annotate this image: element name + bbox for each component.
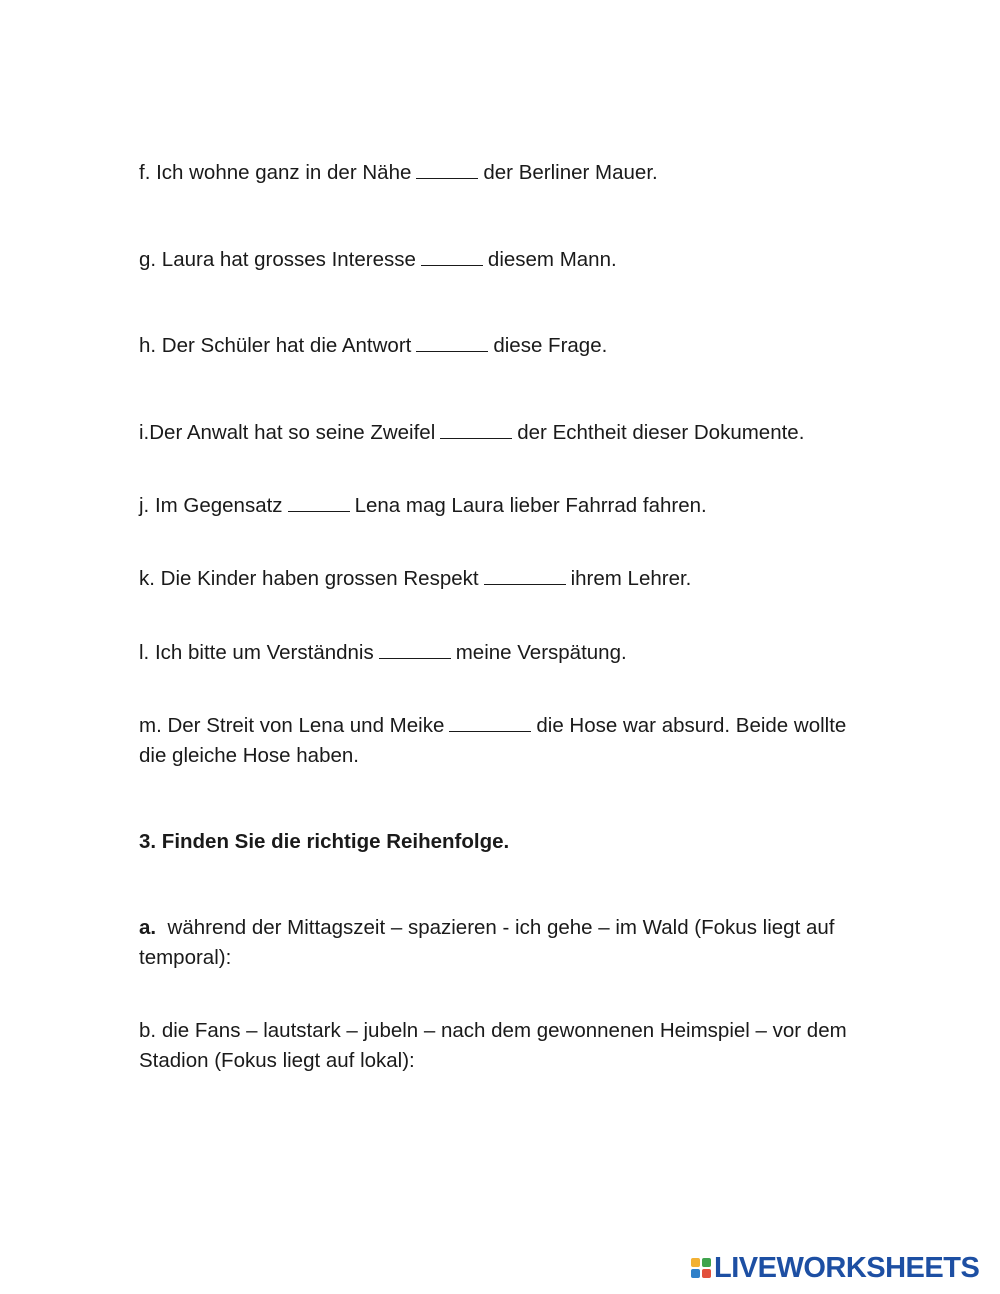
item-text-before: k. Die Kinder haben grossen Respekt — [139, 567, 479, 590]
item-text-before: h. Der Schüler hat die Antwort — [139, 334, 412, 357]
item-text-after: diesem Mann. — [487, 248, 617, 271]
exercise-item-i — [139, 418, 804, 448]
blank-j[interactable] — [288, 493, 350, 512]
item-text: die Fans – lautstark – jubeln – nach dem gewonnenen Heimspiel – vor dem Stadion (Fokus liegt auf lokal): — [139, 1019, 847, 1072]
order-item-b — [139, 1016, 859, 1076]
exercise-item-m — [139, 711, 859, 771]
brand-name: LIVEWORKSHEETS — [714, 1252, 980, 1284]
blank-m[interactable] — [449, 713, 531, 732]
item-label: b. — [139, 1019, 157, 1042]
item-text-before: i.Der Anwalt hat so seine Zweifel — [139, 421, 436, 444]
logo-square-4 — [702, 1269, 711, 1278]
item-text-after: meine Verspätung. — [455, 641, 627, 664]
blank-k[interactable] — [484, 566, 566, 585]
item-text-before: l. Ich bitte um Verständnis — [139, 641, 374, 664]
blank-l[interactable] — [379, 640, 451, 659]
order-item-a — [139, 913, 859, 973]
exercise-item-k — [139, 564, 691, 594]
item-text-after: diese Frage. — [493, 334, 608, 357]
item-text-before: j. Im Gegensatz — [139, 494, 283, 517]
logo-square-2 — [702, 1258, 711, 1267]
logo-square-1 — [691, 1258, 700, 1267]
blank-f[interactable] — [416, 160, 478, 179]
exercise-item-j — [139, 491, 707, 521]
exercise-item-g — [139, 245, 617, 275]
item-text-after: der Echtheit dieser Dokumente. — [517, 421, 805, 444]
blank-g[interactable] — [421, 247, 483, 266]
blank-i[interactable] — [440, 420, 512, 439]
item-text-before: f. Ich wohne ganz in der Nähe — [139, 161, 412, 184]
item-text-after: der Berliner Mauer. — [483, 161, 658, 184]
item-text-before: m. Der Streit von Lena und Meike — [139, 714, 445, 737]
exercise-item-l — [139, 638, 627, 668]
item-text: während der Mittagszeit – spazieren - ich gehe – im Wald (Fokus liegt auf temporal): — [139, 916, 835, 969]
item-text-before: g. Laura hat grosses Interesse — [139, 248, 416, 271]
item-text-after: Lena mag Laura lieber Fahrrad fahren. — [354, 494, 707, 517]
logo-square-3 — [691, 1269, 700, 1278]
blank-h[interactable] — [416, 333, 488, 352]
item-label: a. — [139, 916, 157, 939]
item-text-after: die Hose war absurd. Beide wollte die gleiche Hose haben. — [139, 714, 847, 767]
liveworksheets-logo — [691, 1252, 979, 1284]
exercise-item-h — [139, 331, 607, 361]
exercise-item-f — [139, 158, 658, 188]
section-heading: 3. Finden Sie die richtige Reihenfolge. — [139, 830, 510, 853]
liveworksheets-logo-icon — [691, 1258, 711, 1278]
item-text-after: ihrem Lehrer. — [570, 567, 692, 590]
